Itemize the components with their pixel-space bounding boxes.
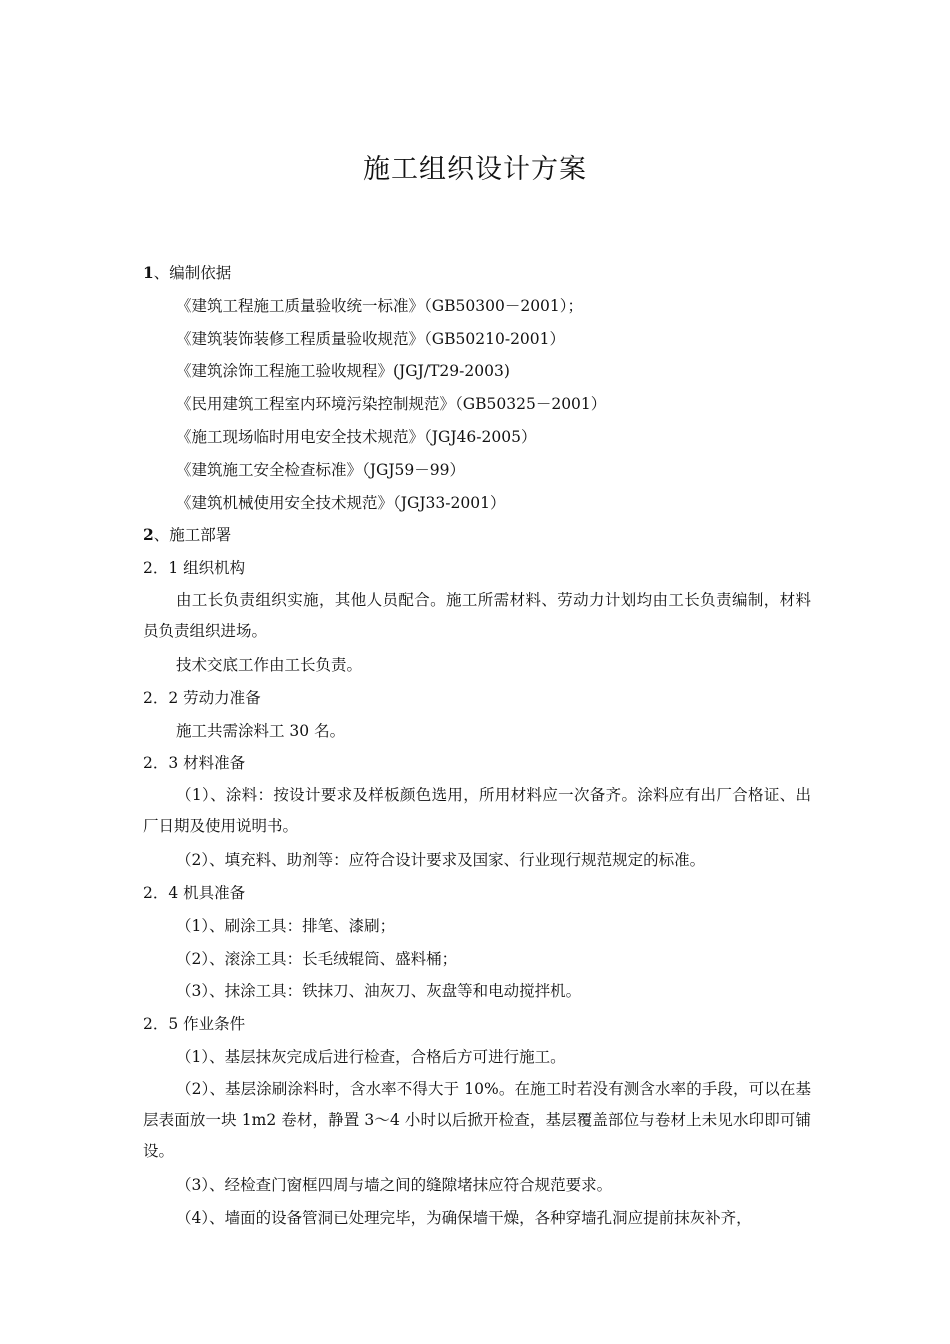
- subsection-2-5-heading: 2．5 作业条件: [143, 1015, 246, 1034]
- list-item: （1）、刷涂工具：排笔、漆刷；: [176, 916, 396, 935]
- standard-item: 《民用建筑工程室内环境污染控制规范》（GB50325－2001）: [176, 395, 607, 414]
- standard-item: 《建筑涂饰工程施工验收规程》(JGJ/T29-2003): [176, 362, 510, 381]
- section-1-heading: [143, 257, 811, 290]
- section-number: 2: [143, 525, 154, 545]
- standard-item: 《建筑工程施工质量验收统一标准》（GB50300－2001）；: [176, 296, 584, 315]
- section-number: 1: [143, 263, 154, 282]
- paragraph: 由工长负责组织实施，其他人员配合。施工所需材料、劳动力计划均由工长负责编制，材料员负责组织进场。: [143, 590, 811, 640]
- document-body: [143, 257, 811, 1234]
- section-2-heading: [143, 519, 811, 552]
- subsection-2-4-heading: 2．4 机具准备: [143, 883, 246, 902]
- paragraph: （4）、墙面的设备管洞已处理完毕，为确保墙干燥，各种穿墙孔洞应提前抹灰补齐，: [176, 1208, 752, 1227]
- standard-item: 《建筑装饰装修工程质量验收规范》（GB50210-2001）: [176, 329, 566, 348]
- list-item: （3）、抹涂工具：铁抹刀、油灰刀、灰盘等和电动搅拌机。: [176, 982, 582, 1001]
- subsection-2-2-heading: 2．2 劳动力准备: [143, 688, 261, 707]
- section-title: 、施工部署: [153, 526, 232, 545]
- standard-item: 《建筑机械使用安全技术规范》（JGJ33-2001）: [176, 493, 506, 512]
- paragraph: （2）、基层涂刷涂料时，含水率不得大于 10%。在施工时若没有测含水率的手段，可以在基层表面放一块 1m2 卷材，静置 3～4 小时以后掀开检查，基层覆盖部位与卷材上未见水印即可铺设。: [143, 1079, 811, 1160]
- paragraph: 施工共需涂料工 30 名。: [176, 721, 346, 740]
- paragraph: 技术交底工作由工长负责。: [176, 655, 363, 674]
- paragraph: （1）、涂料：按设计要求及样板颜色选用，所用材料应一次备齐。涂料应有出厂合格证、出厂日期及使用说明书。: [143, 786, 811, 836]
- paragraph: （1）、基层抹灰完成后进行检查，合格后方可进行施工。: [176, 1047, 566, 1066]
- paragraph: （2）、填充料、助剂等：应符合设计要求及国家、行业现行规范规定的标准。: [176, 851, 706, 870]
- subsection-2-3-heading: 2．3 材料准备: [143, 754, 246, 773]
- standard-item: 《施工现场临时用电安全技术规范》（JGJ46-2005）: [176, 427, 537, 446]
- standard-item: 《建筑施工安全检查标准》（JGJ59－99）: [176, 460, 466, 479]
- subsection-2-1-heading: 2．1 组织机构: [143, 559, 246, 578]
- section-title: 、编制依据: [153, 264, 232, 282]
- list-item: （2）、滚涂工具：长毛绒辊筒、盛料桶；: [176, 949, 458, 968]
- document-title: 施工组织设计方案: [363, 154, 587, 185]
- paragraph: （3）、经检查门窗框四周与墙之间的缝隙堵抹应符合规范要求。: [176, 1175, 613, 1194]
